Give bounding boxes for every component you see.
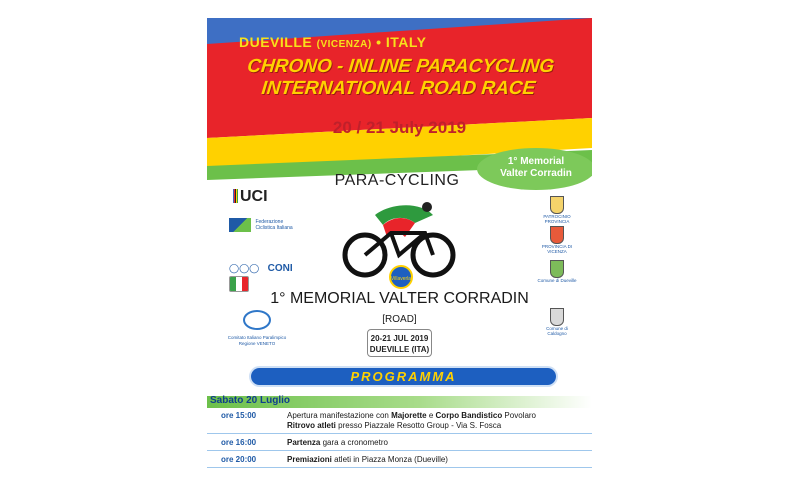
paracycling-heading — [317, 172, 477, 190]
day-label: Sabato 20 Luglio — [210, 395, 291, 406]
datebox-line1: 20-21 JUL 2019 — [370, 334, 429, 343]
crest-icon — [550, 196, 564, 214]
event-dates: 20 / 21 July 2019 — [332, 118, 467, 137]
patrocinio-label: PATROCINIO PROVINCIA — [543, 214, 571, 224]
schedule-row — [207, 411, 592, 434]
desc-text: gara a cronometro — [320, 438, 388, 447]
schedule-desc — [287, 455, 587, 465]
fci-mark-icon — [229, 218, 251, 232]
fci-label: Federazione Ciclistica Italiana — [255, 218, 293, 231]
title-line-2: INTERNATIONAL ROAD RACE — [260, 78, 537, 99]
paracycling-label: PARA-CYCLING — [334, 172, 460, 189]
title-line-1: CHRONO - INLINE PARACYCLING — [246, 56, 556, 77]
memorial-bubble — [477, 148, 592, 190]
desc-highlight: Partenza — [287, 438, 321, 447]
location-country: • ITALY — [376, 34, 427, 50]
schedule-time: ore 15:00 — [221, 411, 257, 420]
crest-icon — [550, 260, 564, 278]
datebox-line2: DUEVILLE (ITA) — [369, 345, 430, 354]
programma-label: PROGRAMMA — [350, 369, 457, 384]
desc-highlight: Corpo Bandistico — [435, 411, 503, 420]
location-main: DUEVILLE — [239, 34, 313, 50]
memorial-bubble-line1: 1° Memorial — [507, 156, 565, 167]
olympic-rings-icon: ◯◯◯ — [229, 263, 260, 273]
programma-banner — [251, 368, 556, 385]
coni-logo — [229, 258, 293, 276]
desc-highlight: Majorette — [391, 411, 427, 420]
desc-text: Povolaro — [502, 411, 536, 420]
provincia-logo — [537, 226, 577, 254]
schedule-row — [207, 438, 592, 451]
location-sub: (VICENZA) — [316, 39, 372, 50]
schedule-desc — [287, 438, 587, 448]
uci-stripes-icon — [233, 189, 238, 203]
road-label: [ROAD] — [382, 314, 417, 325]
rider-head-icon — [422, 202, 432, 212]
memorial-bubble-line2: Valter Corradin — [500, 168, 572, 179]
patrocinio-logo — [537, 196, 577, 224]
desc-highlight: Premiazioni — [287, 455, 332, 464]
schedule-time: ore 16:00 — [221, 438, 257, 447]
location-line — [239, 34, 427, 50]
desc-text: atleti in Piazza Monza (Dueville) — [331, 455, 448, 464]
date-box — [367, 329, 432, 357]
uci-logo — [233, 188, 268, 206]
event-poster — [207, 18, 592, 484]
desc-text: e — [426, 411, 436, 420]
desc-text: Apertura manifestazione con — [287, 411, 392, 420]
memorial-title: 1° MEMORIAL VALTER CORRADIN — [270, 290, 529, 307]
day-banner — [207, 396, 592, 408]
comune-dueville-logo — [537, 260, 577, 283]
crest-icon — [550, 226, 564, 244]
desc-highlight: Ritrovo atleti — [287, 421, 336, 430]
comune-dueville-label: Comune di Dueville — [537, 278, 577, 283]
bicycle-logo-icon — [335, 193, 465, 293]
schedule-desc — [287, 411, 587, 431]
coni-label: CONI — [267, 263, 293, 274]
schedule-time: ore 20:00 — [221, 455, 257, 464]
poster-title — [225, 56, 575, 100]
desc-text: presso Piazzale Resotto Group - Via S. Fosca — [335, 421, 502, 430]
comune-caldogno-label: Comune di Caldogno — [546, 326, 568, 336]
club-label: Villaverla — [390, 276, 412, 282]
fci-logo — [229, 216, 299, 234]
veneto-label: Comitato Italiano Paralimpico Regione VENETO — [227, 335, 287, 346]
uci-label: UCI — [240, 188, 268, 205]
provincia-label: PROVINCIA DI VICENZA — [541, 244, 573, 254]
schedule-row — [207, 455, 592, 468]
